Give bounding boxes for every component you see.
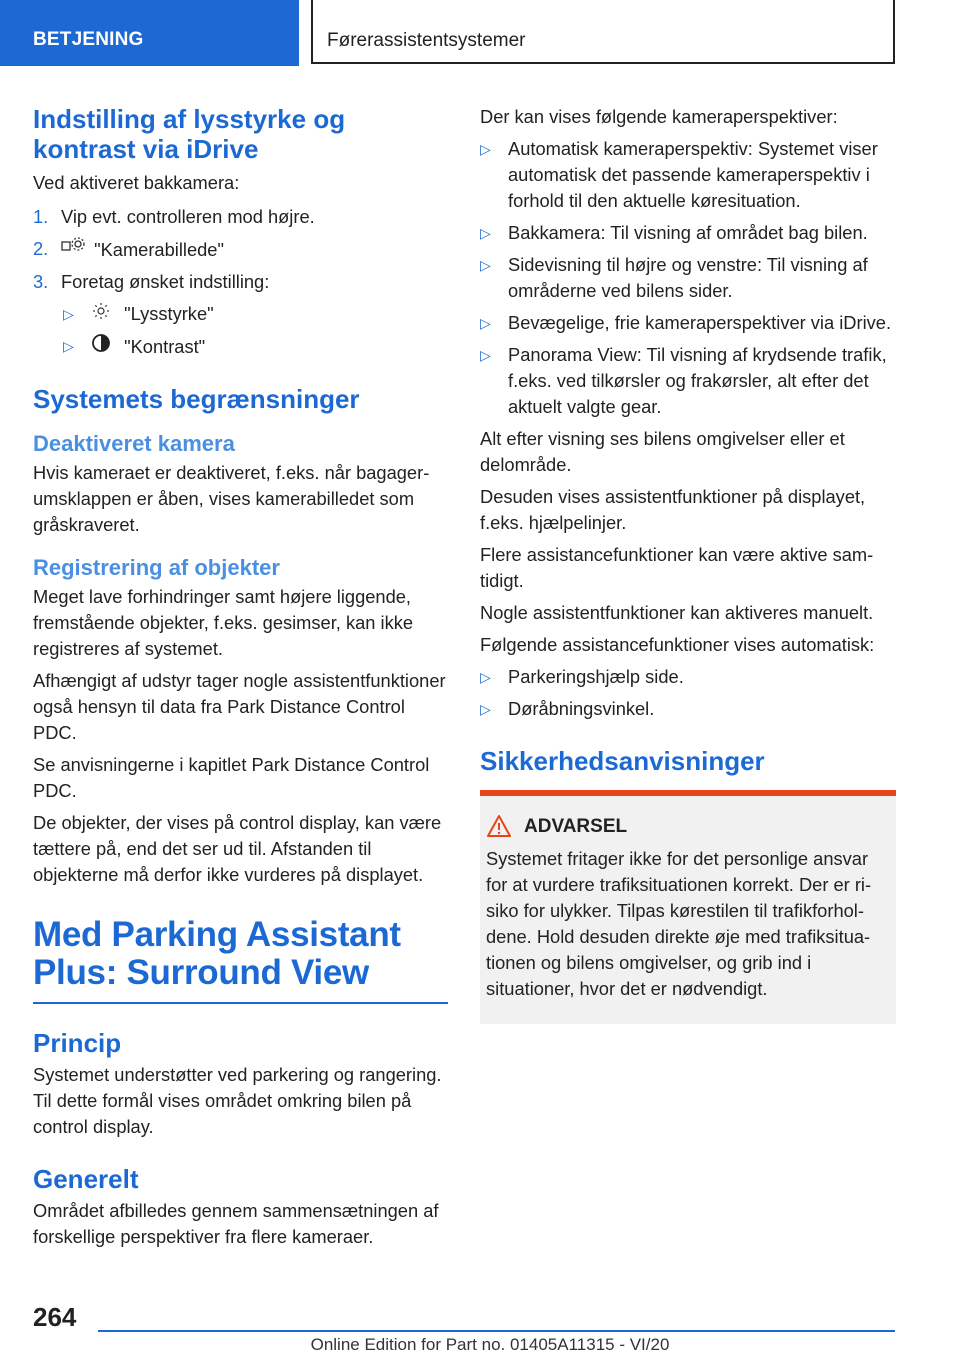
warning-title <box>486 814 888 840</box>
triangle-bullet-icon: ▷ <box>480 225 491 241</box>
triangle-bullet-icon: ▷ <box>480 257 491 273</box>
sub-item-brightness <box>33 301 451 327</box>
heading-registration: Registrering af objekter <box>33 555 280 580</box>
step-3 <box>33 269 451 295</box>
paragraph-1: Alt efter visning ses bilens omgivelser eller et delområde. <box>480 428 845 475</box>
camera-settings-icon <box>61 236 81 263</box>
warning-box <box>480 790 896 1024</box>
paragraph-3: Flere assistancefunktioner kan være aktive samtidigt. <box>480 544 874 591</box>
sub-item-contrast <box>33 333 451 360</box>
right-column <box>480 104 896 1024</box>
heading-deactivated: Deaktiveret kamera <box>33 431 235 456</box>
paragraph-registration-2: Afhængigt af udstyr tager nogle assistentfunktioner også hensyn til data fra Park Distance Control PDC. <box>33 670 446 743</box>
paragraph-2: Desuden vises assistentfunktioner på displayet, f.eks. hjælpelinjer. <box>480 486 866 533</box>
list-item-text: Parkeringshjælp side. <box>508 666 684 687</box>
left-column <box>33 104 451 1250</box>
triangle-bullet-icon: ▷ <box>63 338 74 354</box>
warning-text: Systemet fritager ikke for det personlige ansvar for at vurdere trafiksituationen korrekt. Der er risiko for ulykker. Tilpas kørestilen til trafikforholdene. Hold desuden direkte øje med trafiksituationen og bilens omgivelser, og grib ind i situationer, hvor det er nødvendigt. <box>486 848 872 999</box>
list-item-text: Sidevisning til højre og venstre: Til visning af områderne ved bilens sider. <box>508 254 868 301</box>
step-1 <box>33 204 451 230</box>
paragraph-registration-3: Se anvisningerne i kapitlet Park Distance Control PDC. <box>33 754 430 801</box>
list-item-text: Døråbningsvinkel. <box>508 698 655 719</box>
header-section-label: BETJENING <box>33 29 144 50</box>
step-number: 3. <box>33 271 49 292</box>
warning-title-text: ADVARSEL <box>524 816 628 837</box>
step-number: 2. <box>33 238 49 259</box>
paragraph-registration-4: De objekter, der vises på control display, kan være tættere på, end det ser ud til. Afstanden til objekterne må derfor ikke vurderes på displayet. <box>33 812 442 885</box>
paragraph-general: Området afbilledes gennem sammensætningen af forskellige perspektiver fra flere kameraer. <box>33 1200 439 1247</box>
heading-limits: Systemets begrænsninger <box>33 384 360 414</box>
triangle-bullet-icon: ▷ <box>480 141 491 157</box>
list-item-text: Panorama View: Til visning af krydsende trafik, f.eks. ved tilkørsler og frakørsler, alt efter det aktuelt valgte gear. <box>508 344 887 417</box>
paragraph-4: Nogle assistentfunktioner kan aktiveres manuelt. <box>480 602 874 623</box>
list-item-text: Bevægelige, frie kameraperspektiver via iDrive. <box>508 312 892 333</box>
paragraph-registration-1: Meget lave forhindringer samt højere liggende, fremstående objekter, f.eks. gesimser, kan ikke registreres af systemet. <box>33 586 414 659</box>
triangle-bullet-icon: ▷ <box>480 315 491 331</box>
footer-rule <box>98 1330 895 1332</box>
brightness-icon <box>91 301 111 327</box>
heading-parking-assistant: Med Parking Assistant Plus: Surround View <box>33 915 401 992</box>
contrast-icon <box>91 333 111 360</box>
list-item <box>480 136 896 214</box>
triangle-bullet-icon: ▷ <box>480 701 491 717</box>
warning-triangle-icon <box>486 814 512 838</box>
step-2 <box>33 236 451 263</box>
triangle-bullet-icon: ▷ <box>63 306 74 322</box>
header-chapter-label: Førerassistentsystemer <box>327 30 526 51</box>
list-item <box>480 220 896 246</box>
heading-general: Generelt <box>33 1164 139 1194</box>
header-chapter-tab <box>311 0 895 64</box>
page-number: 264 <box>33 1302 77 1332</box>
heading-rule <box>33 1002 448 1004</box>
header-section-tab <box>0 0 299 66</box>
sub-item-text: "Kontrast" <box>124 336 206 357</box>
heading-safety: Sikkerhedsanvisninger <box>480 746 765 776</box>
heading-brightness-contrast: Indstilling af lysstyrke og kontrast via iDrive <box>33 104 346 164</box>
paragraph-principle: Systemet understøtter ved parkering og rangering. Til dette formål vises området omkring bilen på control display. <box>33 1064 442 1137</box>
list-item-text: Bakkamera: Til visning af området bag bilen. <box>508 222 868 243</box>
paragraph-active-camera: Ved aktiveret bakkamera: <box>33 172 240 193</box>
list-item <box>480 252 896 304</box>
list-item <box>480 664 896 690</box>
triangle-bullet-icon: ▷ <box>480 347 491 363</box>
list-item <box>480 696 896 722</box>
list-item <box>480 342 896 420</box>
footer-edition: Online Edition for Part no. 01405A11315 - VI/20 <box>310 1335 670 1354</box>
triangle-bullet-icon: ▷ <box>480 669 491 685</box>
heading-principle: Princip <box>33 1028 122 1058</box>
step-text: Vip evt. controlleren mod højre. <box>61 206 315 227</box>
step-number: 1. <box>33 206 49 227</box>
sub-item-text: "Lysstyrke" <box>124 303 214 324</box>
list-item-text: Automatisk kameraperspektiv: Systemet viser automatisk det passende kameraperspektiv i forhold til den aktuelle køresituation. <box>508 138 878 211</box>
list-item <box>480 310 896 336</box>
step-text: "Kamerabillede" <box>94 239 224 260</box>
step-text: Foretag ønsket indstilling: <box>61 271 270 292</box>
paragraph-5: Følgende assistancefunktioner vises automatisk: <box>480 634 875 655</box>
paragraph-deactivated: Hvis kameraet er deaktiveret, f.eks. når bagagerumsklappen er åben, vises kamerabilledet som gråskraveret. <box>33 462 430 535</box>
paragraph-intro: Der kan vises følgende kameraperspektiver: <box>480 106 838 127</box>
